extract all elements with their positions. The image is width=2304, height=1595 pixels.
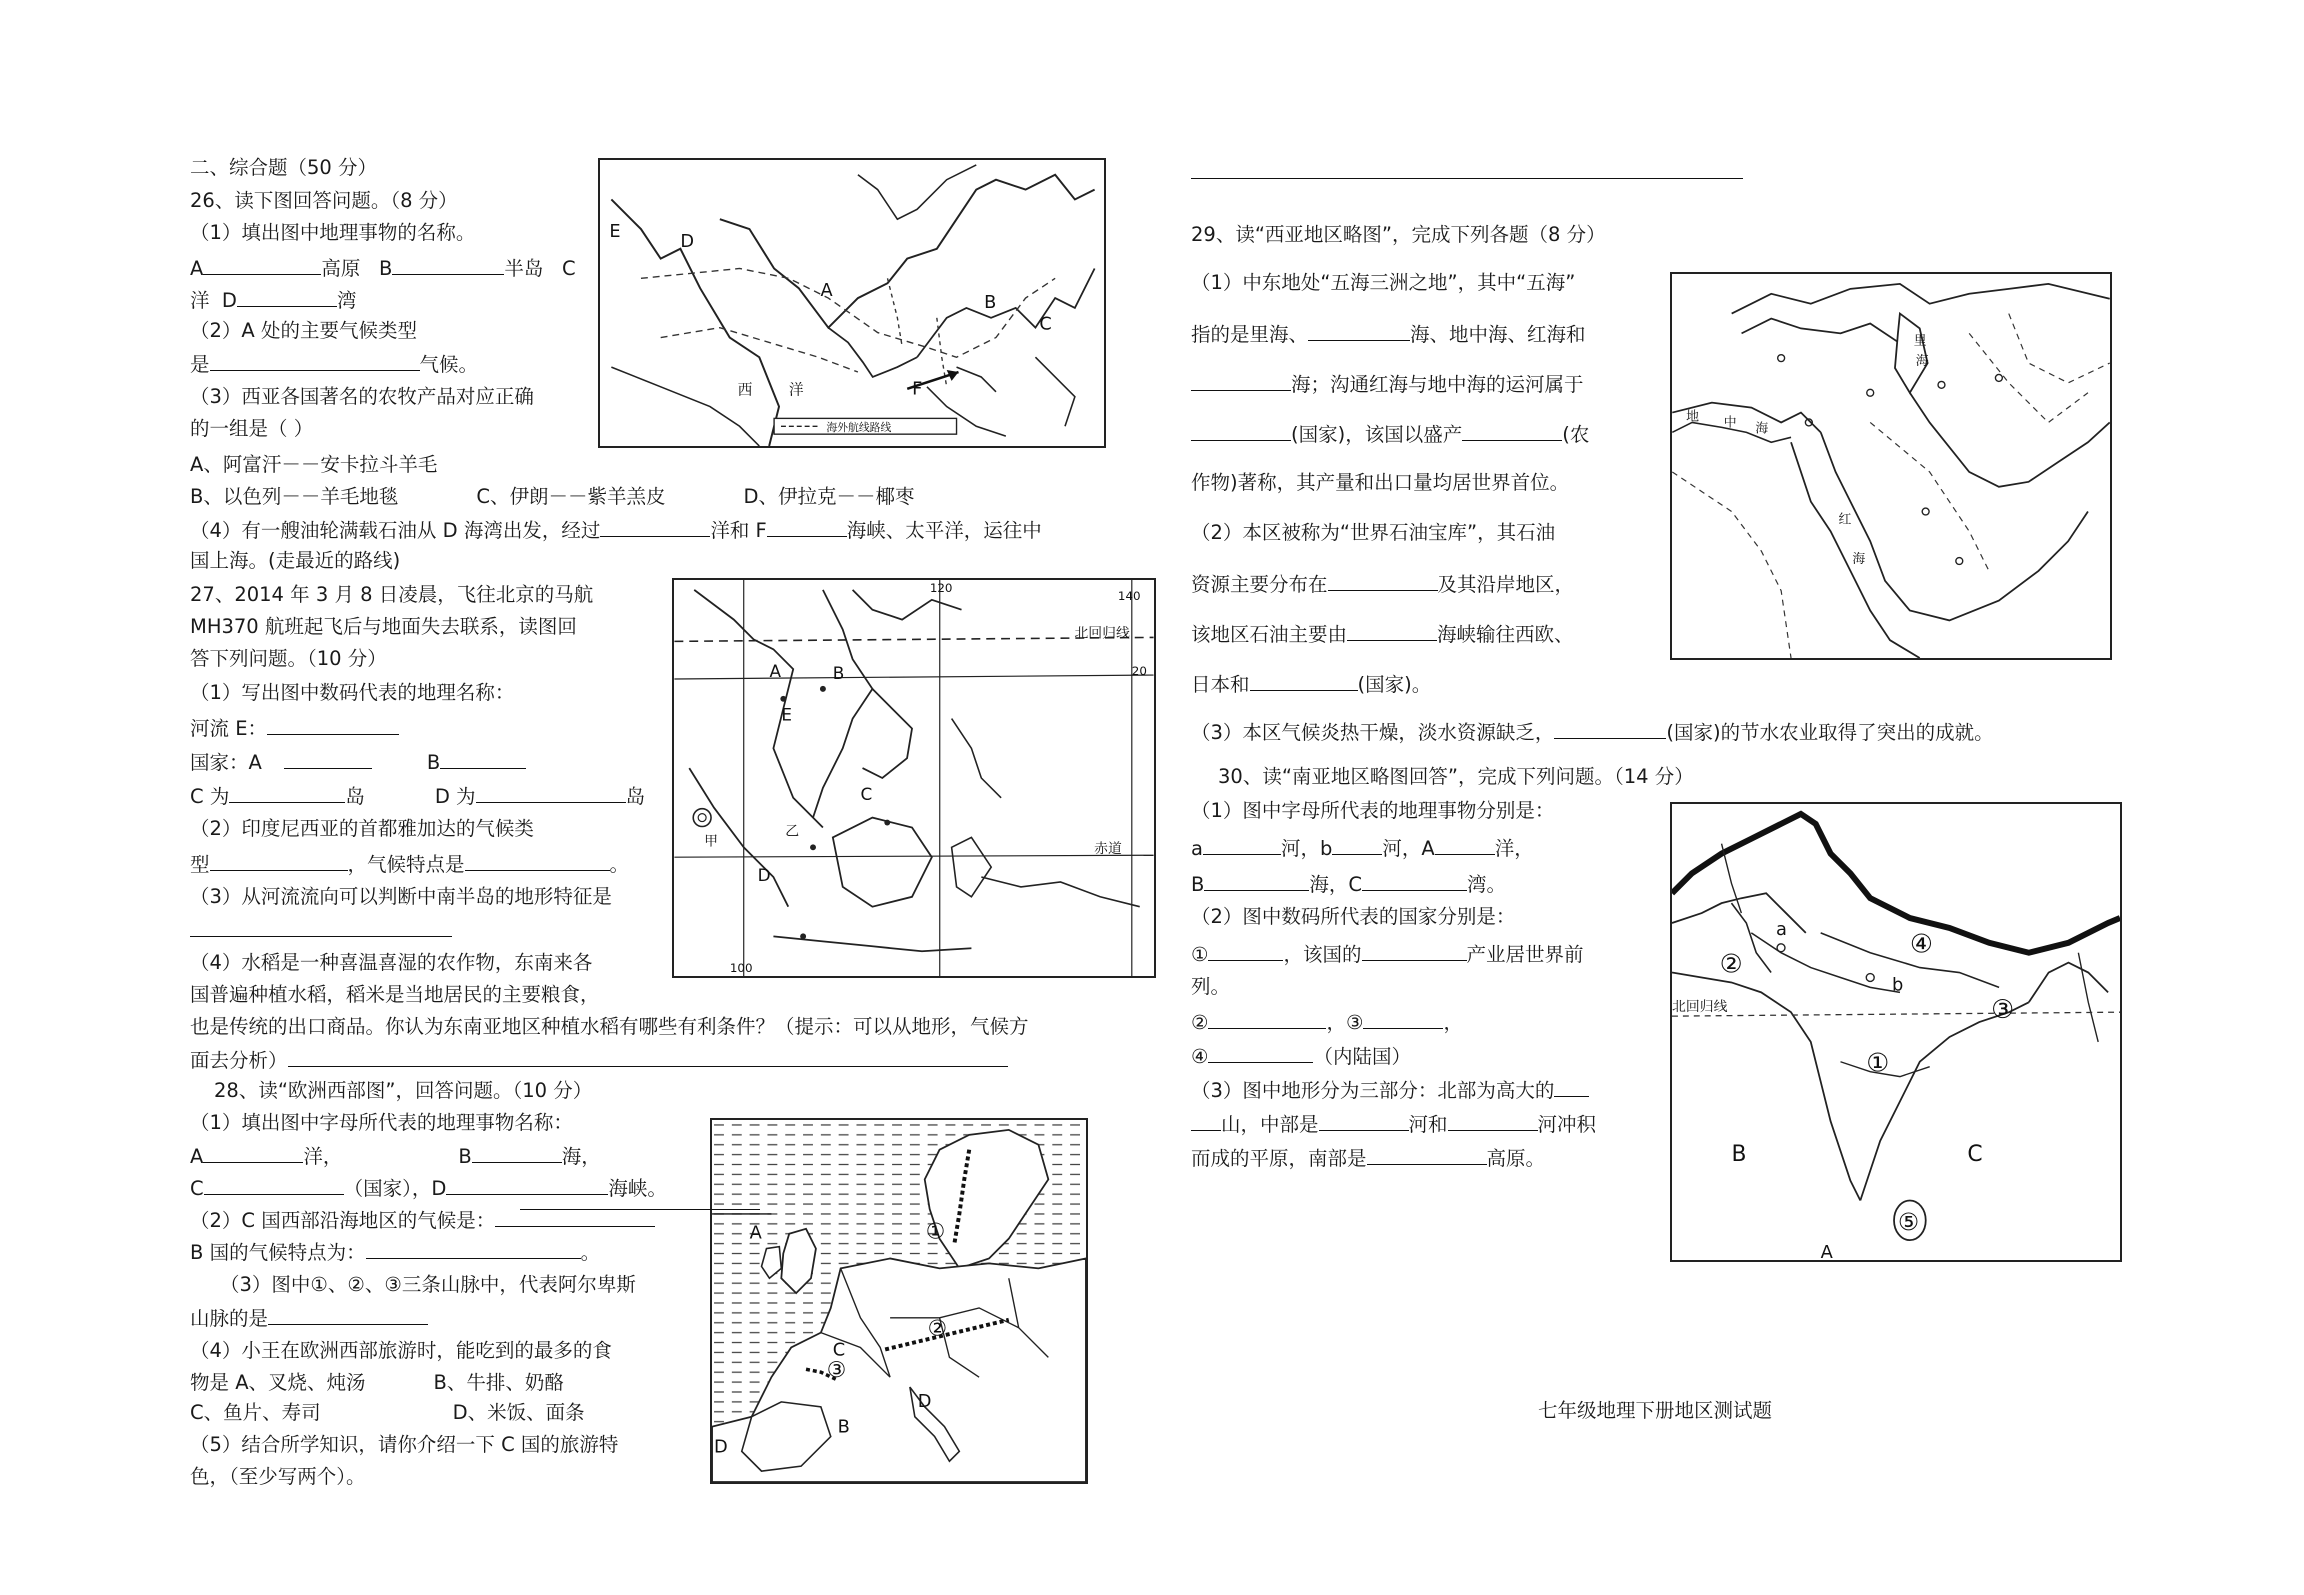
label-equator: 赤道 bbox=[1094, 841, 1122, 858]
answer-blank[interactable] bbox=[1462, 420, 1562, 441]
text: 洋， bbox=[303, 1145, 343, 1168]
q26-line-9 bbox=[190, 484, 915, 510]
q28-line-12: 色，（至少写两个）。 bbox=[190, 1465, 366, 1488]
label-yi: 乙 bbox=[785, 823, 800, 840]
text: 国家：A bbox=[190, 751, 262, 774]
label-country-5: ⑤ bbox=[1897, 1208, 1920, 1237]
text: ，气候特点是 bbox=[347, 853, 465, 876]
answer-blank[interactable] bbox=[1435, 834, 1495, 855]
label-med-2: 中 bbox=[1723, 415, 1737, 431]
q30-line-3 bbox=[1191, 870, 1506, 898]
q26-line-3 bbox=[190, 286, 356, 314]
text: 河和 bbox=[1408, 1113, 1448, 1136]
answer-blank[interactable] bbox=[284, 748, 372, 769]
text: （3）本区气候炎热干燥，淡水资源缺乏， bbox=[1191, 721, 1555, 744]
text: ② bbox=[1191, 1011, 1209, 1034]
label-a: A bbox=[769, 661, 781, 682]
label-e: E bbox=[781, 704, 792, 725]
text: B bbox=[426, 751, 441, 774]
label-country-4: ④ bbox=[1909, 929, 1933, 960]
label-ocean: 洋 bbox=[788, 381, 804, 399]
q26-line-10 bbox=[190, 516, 1042, 544]
label-range-1: ① bbox=[925, 1219, 946, 1245]
q27-line-6 bbox=[190, 748, 526, 776]
q28-line-9 bbox=[190, 1370, 564, 1396]
label-a: A bbox=[749, 1222, 762, 1244]
q26-line-5 bbox=[190, 350, 478, 378]
text: （3）图中地形分为三部分：北部为高大的 bbox=[1191, 1079, 1555, 1102]
text: 海峡、太平洋，运往中 bbox=[846, 519, 1042, 542]
answer-blank[interactable] bbox=[190, 916, 452, 937]
answer-blank[interactable] bbox=[1208, 1008, 1326, 1029]
answer-blank[interactable] bbox=[1203, 834, 1281, 855]
answer-blank[interactable] bbox=[1448, 1110, 1538, 1131]
q28-option-d: D、米饭、面条 bbox=[452, 1401, 585, 1424]
label-d: D bbox=[680, 231, 695, 252]
text: 河，A bbox=[1382, 837, 1435, 860]
q28-line-4 bbox=[190, 1206, 655, 1234]
answer-rule[interactable] bbox=[1191, 178, 1743, 179]
q28-line-7 bbox=[190, 1304, 428, 1332]
q26-line-2 bbox=[190, 254, 576, 282]
text: 资源主要分布在 bbox=[1191, 573, 1328, 596]
label-med-1: 地 bbox=[1686, 409, 1699, 425]
text: 气候。 bbox=[419, 353, 479, 376]
text: 型 bbox=[190, 853, 210, 876]
q26-option-d: D、伊拉克－－椰枣 bbox=[743, 485, 915, 508]
answer-blank[interactable] bbox=[366, 1238, 581, 1259]
answer-blank[interactable] bbox=[210, 350, 420, 371]
q29-line-1: （1）中东地处“五海三洲之地”，其中“五海” bbox=[1191, 271, 1576, 294]
text: a bbox=[1191, 837, 1203, 860]
degree-100: 100 bbox=[729, 961, 753, 976]
answer-blank[interactable] bbox=[1191, 370, 1291, 391]
label-c: C bbox=[860, 783, 873, 804]
text: 湾。 bbox=[1467, 873, 1507, 896]
map-western-europe bbox=[710, 1118, 1088, 1484]
answer-blank[interactable] bbox=[1208, 1042, 1313, 1063]
degree-140: 140 bbox=[1117, 588, 1141, 603]
text: 岛 bbox=[345, 785, 365, 808]
text: 面去分析） bbox=[190, 1049, 288, 1072]
q30-line-11 bbox=[1191, 1144, 1545, 1172]
q29-title: 29、读“西亚地区略图”，完成下列各题（8 分） bbox=[1191, 223, 1606, 246]
answer-blank[interactable] bbox=[440, 748, 526, 769]
q26-option-c: C、伊朗－－紫羊羔皮 bbox=[476, 485, 666, 508]
answer-blank[interactable] bbox=[1363, 1008, 1443, 1029]
label-country-3: ③ bbox=[1991, 995, 2015, 1026]
text: 河流 E： bbox=[190, 717, 268, 740]
q30-title: 30、读“南亚地区略图回答”，完成下列问题。（14 分） bbox=[1218, 765, 1694, 788]
text: (农 bbox=[1562, 423, 1590, 446]
pointer-line bbox=[520, 1209, 760, 1210]
answer-blank[interactable] bbox=[1367, 1144, 1487, 1165]
answer-blank[interactable] bbox=[203, 1142, 303, 1163]
text: C 为 bbox=[190, 785, 230, 808]
q27-line-5 bbox=[190, 714, 399, 742]
answer-blank[interactable] bbox=[1332, 834, 1382, 855]
q26-line-1: （1）填出图中地理事物的名称。 bbox=[190, 221, 476, 244]
text: 海；沟通红海与地中海的运河属于 bbox=[1291, 373, 1584, 396]
text: （内陆国） bbox=[1313, 1045, 1411, 1068]
q27-line-10: （3）从河流流向可以判断中南半岛的地形特征是 bbox=[190, 885, 612, 908]
q27-line-13: 国普遍种植水稻，稻米是当地居民的主要粮食， bbox=[190, 983, 600, 1006]
q27-line-8: （2）印度尼西亚的首都雅加达的气候类 bbox=[190, 817, 534, 840]
q29-line-7 bbox=[1191, 570, 1574, 598]
label-b-river: b bbox=[1892, 974, 1904, 996]
text: B bbox=[458, 1145, 472, 1168]
label-country-2: ② bbox=[1719, 949, 1743, 980]
text: 高原。 bbox=[1486, 1147, 1546, 1170]
label-e: E bbox=[609, 221, 621, 242]
footer-title: 七年级地理下册地区测试题 bbox=[1538, 1399, 1773, 1422]
q30-line-4: （2）图中数码所代表的国家分别是： bbox=[1191, 905, 1516, 928]
q28-title: 28、读“欧洲西部图”，回答问题。（10 分） bbox=[214, 1079, 593, 1102]
answer-blank[interactable] bbox=[204, 1174, 344, 1195]
text: 。 bbox=[609, 853, 630, 876]
text: (国家)。 bbox=[1357, 673, 1432, 696]
q27-line-7 bbox=[190, 782, 645, 810]
text: （2）C 国西部沿海地区的气候是： bbox=[190, 1209, 496, 1232]
q26-option-a: A、阿富汗－－安卡拉斗羊毛 bbox=[190, 453, 438, 476]
answer-blank[interactable] bbox=[1319, 1110, 1409, 1131]
label-range-3: ③ bbox=[826, 1358, 847, 1384]
text: ， bbox=[1443, 1011, 1463, 1034]
section-title: 二、综合题（50 分） bbox=[190, 156, 378, 179]
label-red-2: 海 bbox=[1852, 551, 1866, 567]
label-country-1: ① bbox=[1866, 1048, 1890, 1079]
degree-120: 120 bbox=[929, 580, 953, 595]
q30-line-10 bbox=[1191, 1110, 1596, 1138]
answer-blank[interactable] bbox=[472, 1142, 562, 1163]
q27-line-9 bbox=[190, 850, 629, 878]
q26-option-b: B、以色列－－羊毛地毯 bbox=[190, 485, 399, 508]
q28-line-5 bbox=[190, 1238, 600, 1266]
answer-blank[interactable] bbox=[1554, 1076, 1589, 1097]
label-b-sea: B bbox=[1731, 1141, 1747, 1167]
text: C bbox=[190, 1177, 204, 1200]
q28-option-b: B、牛排、奶酪 bbox=[433, 1371, 564, 1394]
text: 高原 bbox=[321, 257, 361, 280]
q30-line-2 bbox=[1191, 834, 1534, 862]
answer-blank[interactable] bbox=[476, 782, 626, 803]
answer-blank[interactable] bbox=[203, 254, 321, 275]
text: 指的是里海、 bbox=[1191, 323, 1309, 346]
q28-line-6: （3）图中①、②、③三条山脉中，代表阿尔卑斯 bbox=[220, 1273, 636, 1296]
label-caspian-2: 海 bbox=[1915, 354, 1929, 370]
map-middle-east bbox=[1670, 272, 2112, 660]
text: 岛 bbox=[625, 785, 646, 808]
legend-text: 海外航线路线 bbox=[826, 421, 892, 435]
text: B 国的气候特点为： bbox=[190, 1241, 366, 1264]
answer-blank[interactable] bbox=[267, 714, 399, 735]
answer-blank[interactable] bbox=[1328, 570, 1438, 591]
label-c-bay: C bbox=[1967, 1141, 1983, 1167]
text: 半岛 bbox=[504, 257, 544, 280]
q30-line-5 bbox=[1191, 940, 1584, 968]
text: （国家），D bbox=[343, 1177, 447, 1200]
q28-line-2 bbox=[190, 1142, 601, 1170]
text: 山脉的是 bbox=[190, 1307, 269, 1330]
label-c: C bbox=[1039, 314, 1052, 335]
text: 洋 bbox=[190, 289, 210, 312]
q27-line-12: （4）水稻是一种喜温喜湿的农作物，东南来各 bbox=[190, 951, 593, 974]
q29-line-5: 作物)著称，其产量和出口量均居世界首位。 bbox=[1191, 471, 1570, 494]
q28-line-10 bbox=[190, 1400, 585, 1426]
q27-line-2: MH370 航班起飞后与地面失去联系，读图回 bbox=[190, 615, 577, 638]
q27-line-14: 也是传统的出口商品。你认为东南亚地区种植水稻有哪些有利条件？（提示：可以从地形，气候方 bbox=[190, 1015, 1029, 1038]
map-west-asia-route-drawing bbox=[600, 160, 1104, 446]
label-tropic-of-cancer: 北回归线 bbox=[1672, 999, 1728, 1016]
answer-blank[interactable] bbox=[1250, 670, 1358, 691]
degree-20: 20 bbox=[1131, 664, 1147, 679]
text: 产业居世界前 bbox=[1466, 943, 1584, 966]
text: 海峡输往西欧、 bbox=[1437, 623, 1574, 646]
text: ，③ bbox=[1326, 1011, 1364, 1034]
text: 河，b bbox=[1280, 837, 1333, 860]
answer-blank[interactable] bbox=[210, 850, 348, 871]
label-range-2: ② bbox=[927, 1316, 948, 1342]
label-d-strait: D bbox=[917, 1390, 932, 1412]
answer-blank[interactable] bbox=[600, 516, 710, 537]
answer-blank[interactable] bbox=[229, 782, 345, 803]
label-c: C bbox=[832, 1339, 846, 1361]
text: A bbox=[190, 257, 204, 280]
q28-option-c: C、鱼片、寿司 bbox=[190, 1401, 321, 1424]
text: (国家)，该国以盛产 bbox=[1291, 423, 1463, 446]
text: B bbox=[1191, 873, 1205, 896]
text: 该地区石油主要由 bbox=[1191, 623, 1348, 646]
label-jia: 甲 bbox=[704, 833, 718, 850]
q27-line-15 bbox=[190, 1046, 1008, 1074]
q28-option-a: 物是 A、叉烧、炖汤 bbox=[190, 1371, 366, 1394]
map-west-asia-route bbox=[598, 158, 1106, 448]
answer-blank[interactable] bbox=[288, 1046, 1008, 1067]
q27-line-4: （1）写出图中数码代表的地理名称： bbox=[190, 681, 515, 704]
label-med-3: 海 bbox=[1755, 421, 1769, 437]
text: 洋， bbox=[1494, 837, 1534, 860]
q30-line-6: 列。 bbox=[1191, 975, 1231, 998]
q26-line-4: （2）A 处的主要气候类型 bbox=[190, 319, 417, 342]
text: 海， bbox=[561, 1145, 601, 1168]
text: D bbox=[221, 289, 237, 312]
label-caspian-1: 里 bbox=[1913, 334, 1927, 350]
q28-line-3 bbox=[190, 1174, 667, 1202]
answer-blank[interactable] bbox=[268, 1304, 428, 1325]
answer-blank[interactable] bbox=[392, 254, 504, 275]
text: (国家)的节水农业取得了突出的成就。 bbox=[1666, 721, 1994, 744]
text: 是 bbox=[190, 353, 210, 376]
answer-blank[interactable] bbox=[1362, 870, 1467, 891]
label-d: D bbox=[714, 1436, 728, 1458]
text: 湾 bbox=[336, 289, 357, 312]
q27-line-11 bbox=[190, 916, 452, 944]
q28-line-11: （5）结合所学知识，请你介绍一下 C 国的旅游特 bbox=[190, 1433, 619, 1456]
text: （4）有一艘油轮满载石油从 D 海湾出发，经过 bbox=[190, 519, 601, 542]
text: A bbox=[190, 1145, 204, 1168]
text: 日本和 bbox=[1191, 673, 1250, 696]
q29-line-6: （2）本区被称为“世界石油宝库”，其石油 bbox=[1191, 521, 1556, 544]
q28-line-1: （1）填出图中字母所代表的地理事物名称： bbox=[190, 1111, 573, 1134]
label-sea-west: 西 bbox=[737, 381, 753, 399]
answer-blank[interactable] bbox=[1347, 620, 1437, 641]
text: 海、地中海、红海和 bbox=[1410, 323, 1586, 346]
answer-blank[interactable] bbox=[1204, 870, 1309, 891]
answer-blank[interactable] bbox=[446, 1174, 608, 1195]
text: B bbox=[378, 257, 393, 280]
q30-line-1: （1）图中字母所代表的地理事物分别是： bbox=[1191, 799, 1555, 822]
text: 海峡。 bbox=[608, 1177, 667, 1200]
text: 及其沿岸地区， bbox=[1437, 573, 1575, 596]
map-south-asia-drawing bbox=[1672, 804, 2120, 1260]
text: 洋和 F bbox=[710, 519, 767, 542]
label-a-river: a bbox=[1776, 918, 1788, 940]
label-a: A bbox=[820, 281, 833, 302]
q29-line-10 bbox=[1191, 718, 1994, 746]
map-southeast-asia-drawing bbox=[674, 580, 1154, 976]
label-d: D bbox=[757, 864, 771, 885]
text: 河冲积 bbox=[1537, 1113, 1597, 1136]
q29-line-3 bbox=[1191, 370, 1584, 398]
answer-blank[interactable] bbox=[237, 286, 337, 307]
label-b: B bbox=[832, 663, 845, 683]
answer-blank[interactable] bbox=[1554, 718, 1666, 739]
answer-blank[interactable] bbox=[1308, 320, 1410, 341]
q30-line-7 bbox=[1191, 1008, 1463, 1036]
q29-line-9 bbox=[1191, 670, 1431, 698]
q30-line-8 bbox=[1191, 1042, 1411, 1070]
answer-blank[interactable] bbox=[767, 516, 847, 537]
answer-blank[interactable] bbox=[465, 850, 610, 871]
answer-blank[interactable] bbox=[1208, 940, 1283, 961]
text: D 为 bbox=[434, 785, 476, 808]
text: ④ bbox=[1191, 1045, 1209, 1068]
q29-line-4 bbox=[1191, 420, 1589, 448]
q28-line-8: （4）小王在欧洲西部旅游时，能吃到的最多的食 bbox=[190, 1339, 612, 1362]
answer-blank[interactable] bbox=[1362, 940, 1467, 961]
q27-line-3: 答下列问题。（10 分） bbox=[190, 647, 387, 670]
label-b: B bbox=[837, 1416, 850, 1438]
q26-line-6: （3）西亚各国著名的农牧产品对应正确 bbox=[190, 385, 534, 408]
answer-blank[interactable] bbox=[1191, 420, 1291, 441]
q29-line-8 bbox=[1191, 620, 1574, 648]
q27-line-1: 27、2014 年 3 月 8 日凌晨，飞往北京的马航 bbox=[190, 583, 594, 606]
text: ① bbox=[1191, 943, 1209, 966]
text: 。 bbox=[580, 1241, 601, 1264]
q26-line-11: 国上海。(走最近的路线) bbox=[190, 549, 401, 572]
answer-blank[interactable] bbox=[1191, 1110, 1221, 1131]
text: 山，中部是 bbox=[1221, 1113, 1319, 1136]
label-tropic-of-cancer: 北回归线 bbox=[1074, 625, 1130, 642]
label-f: F bbox=[912, 379, 923, 400]
q26-title: 26、读下图回答问题。（8 分） bbox=[190, 189, 458, 212]
label-red-1: 红 bbox=[1838, 512, 1852, 528]
map-southeast-asia bbox=[672, 578, 1156, 978]
label-b: B bbox=[984, 292, 997, 313]
map-western-europe-drawing bbox=[712, 1120, 1086, 1482]
q26-line-7: 的一组是（ ） bbox=[190, 417, 314, 440]
label-a-ocean: A bbox=[1820, 1241, 1833, 1260]
text: C bbox=[561, 257, 576, 280]
text: 而成的平原，南部是 bbox=[1191, 1147, 1367, 1170]
map-south-asia bbox=[1670, 802, 2122, 1262]
q30-line-9 bbox=[1191, 1076, 1589, 1104]
text: ，该国的 bbox=[1283, 943, 1362, 966]
q29-line-2 bbox=[1191, 320, 1586, 348]
text: 海，C bbox=[1309, 873, 1363, 896]
map-middle-east-drawing bbox=[1672, 274, 2110, 658]
